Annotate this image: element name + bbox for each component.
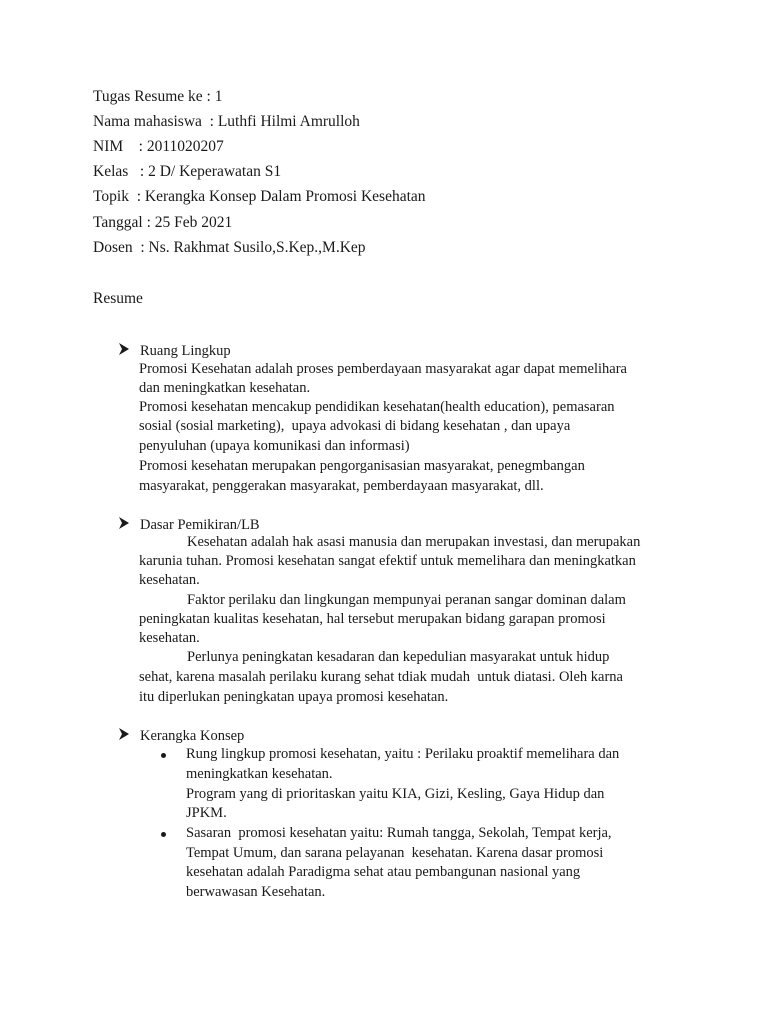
- section-heading-kerangka-konsep: [118, 726, 245, 806]
- text-line: kesehatan.: [139, 630, 200, 646]
- text-line: meningkatkan kesehatan.: [186, 766, 333, 782]
- text-line: kesehatan adalah Paradigma sehat atau pembangunan nasional yang: [186, 864, 581, 880]
- text-line: Tempat Umum, dan sarana pelayanan kesehatan. Karena dasar promosi: [186, 845, 604, 861]
- text-line: sehat, karena masalah perilaku kurang sehat tdiak mudah untuk diatasi. Oleh karna: [139, 669, 623, 685]
- text-line: sosial (sosial marketing), upaya advokasi di bidang kesehatan , dan upaya: [139, 418, 571, 434]
- text-line: Promosi Kesehatan adalah proses pemberdayaan masyarakat agar dapat memelihara: [139, 361, 627, 377]
- assignment-line: Tugas Resume ke : 1: [93, 88, 223, 105]
- text-line: penyuluhan (upaya komunikasi dan informasi): [139, 438, 410, 454]
- text-line: Rung lingkup promosi kesehatan, yaitu : Perilaku proaktif memelihara dan: [186, 746, 620, 762]
- arrow-bullet-icon: [118, 727, 130, 741]
- text-line: berwawasan Kesehatan.: [186, 884, 326, 900]
- section-title: Ruang Lingkup: [140, 343, 231, 359]
- text-line: JPKM.: [186, 805, 227, 821]
- bullet-dot-icon: [161, 832, 166, 837]
- section-title: Kerangka Konsep: [140, 728, 245, 744]
- text-line: karunia tuhan. Promosi kesehatan sangat efektif untuk memelihara dan meningkatkan: [139, 553, 636, 569]
- arrow-bullet-icon: [118, 516, 130, 530]
- text-line: dan meningkatkan kesehatan.: [139, 380, 311, 396]
- nim-line: NIM : 2011020207: [93, 138, 224, 155]
- text-line: masyarakat, penggerakan masyarakat, pemberdayaan masyarakat, dll.: [139, 478, 544, 494]
- text-line: Promosi kesehatan merupakan pengorganisasian masyarakat, penegmbangan: [139, 458, 585, 474]
- text-line: Program yang di prioritaskan yaitu KIA, Gizi, Kesling, Gaya Hidup dan: [186, 786, 605, 802]
- section-title: Dasar Pemikiran/LB: [140, 517, 260, 533]
- text-line: Sasaran promosi kesehatan yaitu: Rumah tangga, Sekolah, Tempat kerja,: [186, 825, 612, 841]
- class-line: Kelas : 2 D/ Keperawatan S1: [93, 163, 282, 180]
- arrow-bullet-icon: [118, 342, 130, 356]
- text-line: Promosi kesehatan mencakup pendidikan kesehatan(health education), pemasaran: [139, 399, 615, 415]
- student-name-line: Nama mahasiswa : Luthfi Hilmi Amrulloh: [93, 113, 360, 130]
- text-line: kesehatan.: [139, 572, 200, 588]
- date-line: Tanggal : 25 Feb 2021: [93, 214, 233, 231]
- text-line: itu diperlukan peningkatan upaya promosi kesehatan.: [139, 689, 449, 705]
- lecturer-line: Dosen : Ns. Rakhmat Susilo,S.Kep.,M.Kep: [93, 239, 366, 256]
- resume-heading: Resume: [93, 290, 143, 307]
- text-line: Perlunya peningkatan kesadaran dan kepedulian masyarakat untuk hidup: [187, 649, 610, 665]
- bullet-dot-icon: [161, 753, 166, 758]
- text-line: Faktor perilaku dan lingkungan mempunyai peranan sangar dominan dalam: [187, 592, 626, 608]
- topic-line: Topik : Kerangka Konsep Dalam Promosi Kesehatan: [93, 188, 426, 205]
- text-line: peningkatan kualitas kesehatan, hal tersebut merupakan bidang garapan promosi: [139, 611, 606, 627]
- text-line: Kesehatan adalah hak asasi manusia dan merupakan investasi, dan merupakan: [187, 534, 641, 550]
